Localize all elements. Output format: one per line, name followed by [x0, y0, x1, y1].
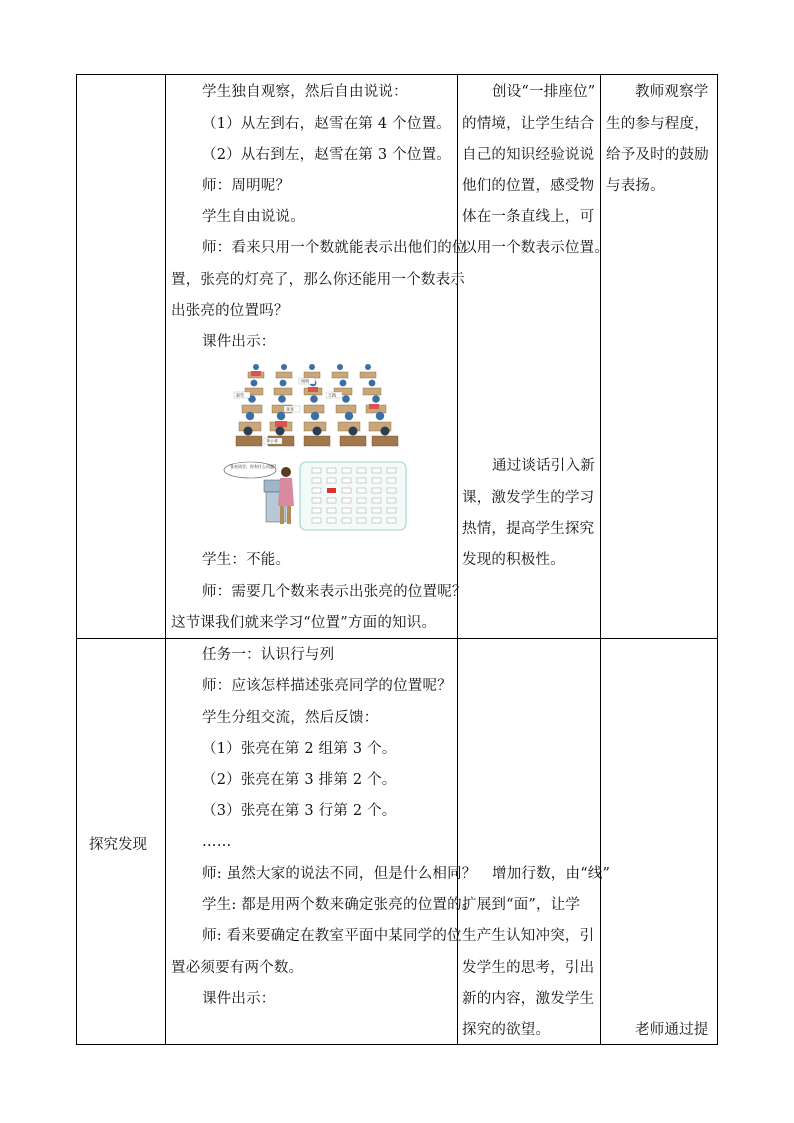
- paragraph: 师：需要几个数来表示出张亮的位置呢？: [202, 584, 467, 600]
- paragraph: 课件出示：: [202, 991, 276, 1007]
- paragraph: 课，激发学生的学习: [462, 490, 595, 506]
- teacher-figure: [224, 462, 294, 524]
- column-divider: [600, 75, 601, 1044]
- desk-label: 赵雪: [236, 392, 244, 398]
- paragraph: 热情，提高学生探究: [462, 521, 595, 537]
- paragraph: 给予及时的鼓励: [606, 147, 709, 163]
- paragraph: 师：周明呢？: [202, 178, 291, 194]
- paragraph: （1）从左到右，赵雪在第 4 个位置。: [202, 116, 451, 132]
- row-divider: [77, 638, 717, 639]
- paragraph: 师: 看来要确定在教室平面中某同学的位: [202, 928, 462, 944]
- paragraph: 老师通过提: [635, 1022, 709, 1038]
- speech-bubble-text: 张亮同学，你有什么问题?: [230, 464, 277, 469]
- paragraph: 任务一：认识行与列: [202, 647, 335, 663]
- paragraph: 这节课我们就来学习“位置”方面的知识。: [171, 615, 437, 631]
- paragraph: 生的参与程度，: [606, 116, 709, 132]
- paragraph: 新的内容，激发学生: [462, 991, 595, 1007]
- paragraph: 增加行数，由“线”: [492, 866, 611, 882]
- column-divider: [165, 75, 166, 1044]
- paragraph: 他们的位置，感受物: [462, 178, 595, 194]
- desk-label: 李小华: [266, 438, 278, 444]
- classroom-illustration: [222, 358, 408, 534]
- paragraph: 探究的欲望。: [462, 1022, 551, 1038]
- desk-label: 王路: [328, 392, 336, 398]
- seating-chart: [300, 462, 406, 530]
- paragraph: （3）张亮在第 3 行第 2 个。: [202, 803, 397, 819]
- paragraph: （2）从右到左，赵雪在第 3 个位置。: [202, 147, 451, 163]
- paragraph: 发学生的思考，引出: [462, 960, 595, 976]
- student-rows: [234, 364, 398, 446]
- paragraph: 的情境，让学生结合: [462, 116, 595, 132]
- paragraph: 师：应该怎样描述张亮同学的位置呢？: [202, 678, 452, 694]
- paragraph: 学生独自观察，然后自由说说：: [202, 84, 408, 100]
- section-label: 探究发现: [89, 837, 147, 853]
- paragraph: 学生：不能。: [202, 552, 291, 568]
- highlighted-seat: [327, 488, 336, 493]
- paragraph: 以用一个数表示位置。: [462, 240, 609, 256]
- paragraph: 体在一条直线上，可: [462, 209, 595, 225]
- paragraph: 扩展到“面”，让学: [462, 897, 581, 913]
- paragraph: 生产生认知冲突，引: [462, 928, 595, 944]
- desk-label: 周明: [301, 378, 309, 384]
- paragraph: 师: 虽然大家的说法不同，但是什么相同？: [202, 866, 477, 882]
- paragraph: （2）张亮在第 3 排第 2 个。: [202, 772, 397, 788]
- paragraph: 与表扬。: [606, 178, 665, 194]
- paragraph: 学生分组交流，然后反馈：: [202, 710, 379, 726]
- paragraph: 学生自由说说。: [202, 209, 305, 225]
- paragraph: 学生: 都是用两个数来确定张亮的位置的。: [202, 897, 477, 913]
- paragraph: 置，张亮的灯亮了，那么你还能用一个数表示: [171, 272, 465, 288]
- desk-label: 张亮: [286, 406, 294, 412]
- paragraph: 置必须要有两个数。: [171, 960, 304, 976]
- paragraph: 自己的知识经验说说: [462, 147, 595, 163]
- paragraph: 教师观察学: [635, 84, 709, 100]
- paragraph: 课件出示：: [202, 334, 276, 350]
- paragraph: ……: [202, 834, 232, 850]
- paragraph: 师：看来只用一个数就能表示出他们的位: [202, 240, 467, 256]
- paragraph: 创设“一排座位”: [492, 84, 596, 100]
- paragraph: （1）张亮在第 2 组第 3 个。: [202, 741, 397, 757]
- paragraph: 通过谈话引入新: [492, 458, 595, 474]
- paragraph: 出张亮的位置吗？: [171, 303, 289, 319]
- paragraph: 发现的积极性。: [462, 552, 565, 568]
